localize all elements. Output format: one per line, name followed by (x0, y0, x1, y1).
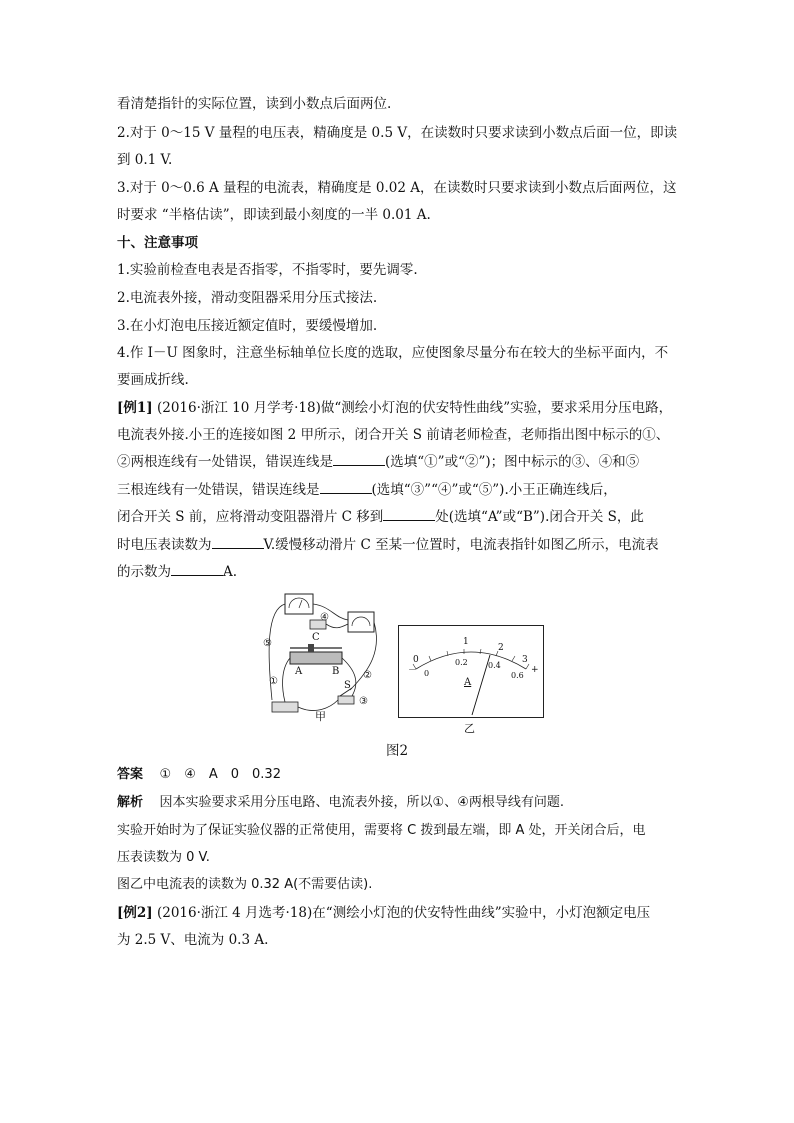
analysis-line (117, 794, 677, 812)
voltmeter-shape (285, 594, 313, 614)
rheostat-label-a: A (295, 666, 303, 677)
analysis-label: 解析 (117, 795, 144, 810)
text-line: 看清楚指针的实际位置，读到小数点后面两位. (117, 96, 392, 112)
answer-blank (333, 453, 385, 466)
scale-bottom-label: 0 (424, 669, 430, 678)
analysis-line: 实验开始时为了保证实验仪器的正常使用，需要将 C 拨到最左端，即 A 处，开关闭合后，电 (117, 823, 646, 838)
wire-mark-4: ④ (320, 612, 329, 623)
figure-caption: 图2 (385, 743, 409, 759)
section-title: 十、注意事项 (117, 235, 198, 251)
note-item: 2.电流表外接，滑动变阻器采用分压式接法. (117, 290, 378, 306)
battery-shape (272, 702, 298, 712)
scale-bottom-label: 0.6 (511, 671, 524, 680)
example1-line (117, 536, 677, 554)
scale-bottom-label: 0.4 (488, 661, 501, 670)
note-item: 1.实验前检查电表是否指零，不指零时，要先调零. (117, 262, 418, 278)
answer-blank (212, 536, 264, 549)
answer-values: ① ④ A 0 0.32 (159, 767, 281, 782)
example1-line (117, 481, 677, 499)
example1-text: (选填“③”“④”或“⑤”).小王正确连线后， (371, 482, 617, 498)
example2-text: (2016·浙江 4 月选考·18)在“测绘小灯泡的伏安特性曲线”实验中，小灯泡额定电压 (156, 905, 651, 921)
example1-text: 三根连线有一处错误，错误连线是 (117, 482, 320, 498)
example1-text: 闭合开关 S 前，应将滑动变阻器滑片 C 移到 (117, 509, 384, 525)
example1-text: (2016·浙江 10 月学考·18)做“测绘小灯泡的伏安特性曲线”实验，要求采用分压电路， (156, 400, 673, 416)
wire-mark-3: ③ (359, 696, 368, 707)
example1-label: [例1] (117, 400, 153, 416)
figure-right-label: 乙 (464, 722, 475, 735)
switch-shape (338, 696, 354, 704)
example1-text: A. (223, 564, 238, 580)
rheostat-shape (290, 652, 342, 664)
wire-mark-2: ② (363, 670, 372, 681)
example1-text: V.缓慢移动滑片 C 至某一位置时，电流表指针如图乙所示，电流表 (263, 537, 659, 553)
scale-top-label: 1 (463, 637, 469, 647)
example1-line (117, 508, 677, 526)
answer-blank (171, 563, 223, 576)
example1-line (117, 453, 677, 471)
example1-line: 电流表外接.小王的连接如图 2 甲所示，闭合开关 S 前请老师检查，老师指出图中标示的①、 (117, 427, 670, 443)
answer-blank (320, 481, 372, 494)
text-line: 2.对于 0～15 V 量程的电压表，精确度是 0.5 V，在读数时只要求读到小数点后面一位，即读 (117, 125, 678, 141)
example1-text: 时电压表读数为 (117, 537, 212, 553)
example1-text: ②两根连线有一处错误，错误连线是 (117, 454, 333, 470)
example1-text: (选填“①”或“②”)；图中标示的③、④和⑤ (385, 454, 640, 470)
ammeter-figure (398, 625, 544, 718)
figure-left-label: 甲 (315, 710, 326, 723)
wire-mark-1: ① (269, 676, 278, 687)
example1-text: 处(选填“A”或“B”).闭合开关 S，此 (435, 509, 644, 525)
scale-top-label: 3 (522, 655, 528, 665)
analysis-line: 图乙中电流表的读数为 0.32 A(不需要估读). (117, 877, 373, 892)
note-item: 要画成折线. (117, 372, 189, 388)
scale-top-label: 2 (498, 643, 504, 653)
slider-label-c: C (312, 632, 320, 643)
text-line: 到 0.1 V. (117, 152, 173, 168)
wire-mark-5: ⑤ (263, 638, 272, 649)
example1-text: 的示数为 (117, 564, 171, 580)
dial-plus: + (531, 665, 539, 675)
ammeter-shape (348, 612, 374, 632)
text-line: 3.对于 0～0.6 A 量程的电流表，精确度是 0.02 A，在读数时只要求读到小数点后面两位，这 (117, 180, 677, 196)
analysis-line: 压表读数为 0 V. (117, 850, 210, 865)
switch-label-s: S (344, 680, 351, 691)
example2-label: [例2] (117, 905, 153, 921)
note-item: 3.在小灯泡电压接近额定值时，要缓慢增加. (117, 318, 378, 334)
example2-line (117, 904, 677, 922)
text-line: 时要求 “半格估读”，即读到最小刻度的一半 0.01 A. (117, 207, 431, 223)
scale-top-label: 0 (413, 655, 419, 665)
example1-line (117, 563, 677, 581)
circuit-figure (260, 590, 385, 723)
dial-minus: － (408, 666, 418, 676)
answer-blank (383, 508, 435, 521)
dial-unit: A (464, 677, 472, 688)
slider-shape (308, 644, 314, 652)
analysis-text: 因本实验要求采用分压电路、电流表外接，所以①、④两根导线有问题. (159, 795, 564, 810)
note-item: 4.作 I－U 图象时，注意坐标轴单位长度的选取，应使图象尽量分布在较大的坐标平面内，不 (117, 345, 669, 361)
example1-line (117, 399, 677, 417)
scale-bottom-label: 0.2 (455, 658, 468, 667)
answer-line (117, 766, 677, 784)
example2-line: 为 2.5 V、电流为 0.3 A. (117, 932, 269, 948)
rheostat-label-b: B (332, 666, 340, 677)
answer-label: 答案 (117, 767, 144, 782)
